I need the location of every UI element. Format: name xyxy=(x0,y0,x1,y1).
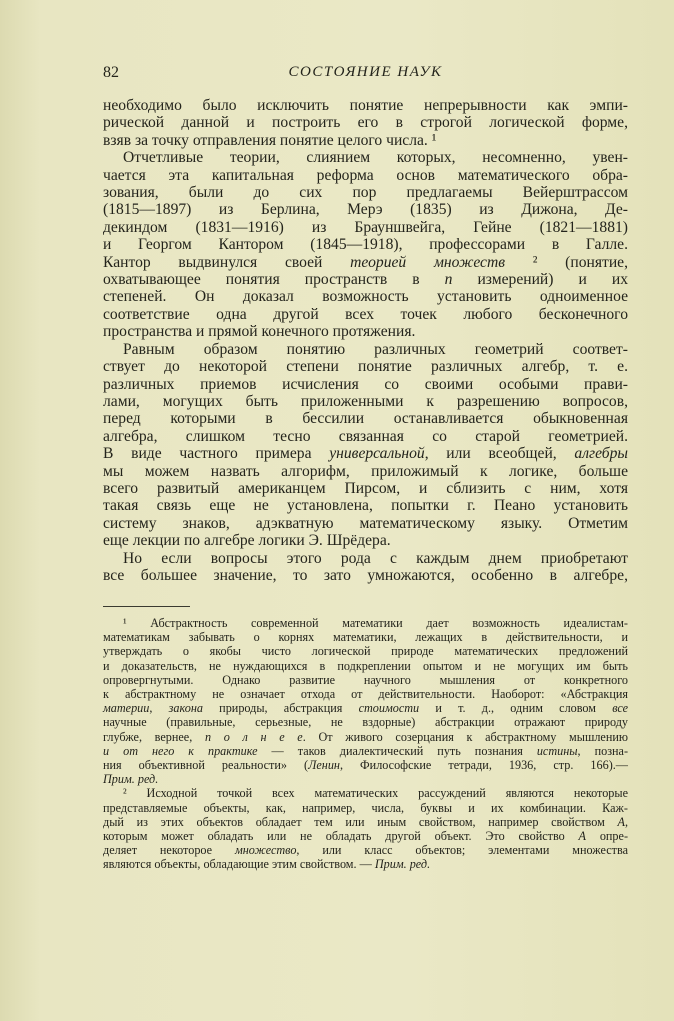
text-line xyxy=(103,97,628,114)
text-line xyxy=(103,410,628,427)
body-paragraph xyxy=(103,149,628,340)
footnote-paragraph xyxy=(103,786,628,871)
italic-run: n xyxy=(444,271,453,289)
text-line xyxy=(103,758,628,772)
text-line xyxy=(103,376,628,393)
text-line xyxy=(103,659,628,673)
text-line xyxy=(103,843,628,857)
text-line xyxy=(103,306,628,323)
text-run: , или класс объектов; элементами множества xyxy=(296,843,628,858)
italic-run: A xyxy=(617,814,625,829)
footnotes xyxy=(103,616,628,872)
text-run: всего развитый американцем Пирсом, и сблизить с ним, хотя xyxy=(103,479,628,497)
text-run: рической данной и построить его в строгой логической форме, xyxy=(103,114,628,132)
text-run: (1815—1897) из Берлина, Мерэ (1835) из Дижона, Де- xyxy=(103,201,628,219)
text-line xyxy=(103,480,628,497)
italic-run: универсальной xyxy=(329,445,425,463)
text-run: , позна- xyxy=(577,743,628,758)
page-header xyxy=(103,64,628,86)
text-line xyxy=(103,715,628,729)
text-run: декиндом (1831—1916) из Брауншвейга, Гейне (1821—1881) xyxy=(103,218,628,236)
text-line xyxy=(103,701,628,715)
text-line xyxy=(103,184,628,201)
text-run: Отчетливые теории, слиянием которых, несомненно, увен- xyxy=(123,149,628,167)
text-run: которым может обладать или не обладать другой объект. Это свойство xyxy=(103,829,579,844)
text-line xyxy=(103,393,628,410)
text-line xyxy=(103,167,628,184)
text-run: глубже, вернее, xyxy=(103,729,205,744)
text-run: утверждать о якобы чисто логической природе математических предложений xyxy=(103,644,628,659)
text-run: В виде частного примера xyxy=(103,445,330,463)
text-line xyxy=(103,428,628,445)
italic-run: материи xyxy=(103,701,150,716)
text-line xyxy=(103,341,628,358)
italic-run: все xyxy=(612,701,629,716)
text-line xyxy=(103,463,628,480)
text-run: перед которыми в бессилии останавливается обыкновенная xyxy=(103,410,628,428)
text-line xyxy=(103,630,628,644)
text-line xyxy=(103,132,628,149)
text-run: соответствие одна другой всех точек любого бесконечного xyxy=(103,305,628,323)
text-line xyxy=(103,497,628,514)
text-line xyxy=(103,644,628,658)
text-run: Но если вопросы этого рода с каждым днем приобретают xyxy=(123,549,628,567)
text-run: ¹ Абстрактность современной математики дает возможность идеалистам- xyxy=(123,616,628,630)
text-line xyxy=(103,857,628,871)
italic-run: и от него к практике xyxy=(103,743,258,758)
text-run: являются объекты, обладающие этим свойством. — xyxy=(103,857,375,872)
text-line xyxy=(103,829,628,843)
text-line xyxy=(103,532,628,549)
text-run: научные (правильные, серьезные, не вздорные) абстракции отражают природу xyxy=(103,715,628,730)
text-line xyxy=(103,687,628,701)
main-text xyxy=(103,97,628,584)
italic-run: стоимости xyxy=(358,701,420,716)
footnote-paragraph xyxy=(103,616,628,786)
text-run: еще лекции по алгебре логики Э. Шрёдера. xyxy=(103,532,391,550)
text-line xyxy=(103,786,628,800)
italic-run: алгебры xyxy=(574,445,628,463)
text-run: — таков диалектический путь познания xyxy=(257,743,537,758)
text-run: и доказательств, не нуждающихся в подкреплении опытом и не могущих им быть xyxy=(103,658,628,673)
text-run: природы, абстракция xyxy=(202,701,359,716)
text-run: . От живого созерцания к абстрактному мышлению xyxy=(302,729,628,744)
italic-run: закона xyxy=(168,701,203,716)
text-run: к абстрактному не означает отхода от действительности. Наоборот: «Абстракция xyxy=(103,687,628,702)
text-run: Равным образом понятию различных геометрий соответ- xyxy=(123,340,628,358)
text-run: пространства и прямой конечного протяжения. xyxy=(103,323,416,341)
text-line xyxy=(103,673,628,687)
text-line xyxy=(103,550,628,567)
text-run: ² (понятие, xyxy=(505,253,628,271)
running-title: СОСТОЯНИЕ НАУК xyxy=(288,64,443,80)
text-run: взяв за точку отправления понятие целого числа. ¹ xyxy=(103,131,437,149)
italic-run: Прим. ред. xyxy=(103,772,159,787)
body-paragraph xyxy=(103,341,628,550)
text-line xyxy=(103,254,628,271)
text-line xyxy=(103,149,628,166)
text-run: ² Исходной точкой всех математических рассуждений являются некоторые xyxy=(123,786,628,801)
text-run: , или всеобщей, xyxy=(424,445,575,463)
text-run: ствует до некоторой степени понятие различных алгебр, т. е. xyxy=(103,358,628,376)
text-run: лами, могущих быть приложенными к разрешению вопросов, xyxy=(103,392,628,410)
text-run: , Философские тетради, 1936, стр. 166).— xyxy=(339,758,628,773)
footnote-divider xyxy=(103,606,190,607)
text-line xyxy=(103,358,628,375)
text-run: , xyxy=(624,814,628,829)
text-run: мы можем назвать алгорифм, приложимый к логике, больше xyxy=(103,462,628,480)
text-line xyxy=(103,815,628,829)
text-run: необходимо было исключить понятие непрерывности как эмпи- xyxy=(103,97,628,114)
text-line xyxy=(103,744,628,758)
text-run: дый из этих объектов обладает тем или иным свойством, например свойством xyxy=(103,814,618,829)
text-line xyxy=(103,801,628,815)
italic-run: A xyxy=(578,829,586,844)
text-line xyxy=(103,730,628,744)
text-line xyxy=(103,772,628,786)
text-run: Кантор выдвинулся своей xyxy=(103,253,351,271)
text-run: математикам забывать о корнях математики, лежащих в действительности, и xyxy=(103,630,628,645)
text-run: степеней. Он доказал возможность установить одноименное xyxy=(103,288,628,306)
body-paragraph xyxy=(103,550,628,585)
text-run: измерений) и их xyxy=(452,271,628,289)
text-run: представляемые объекты, как, например, числа, буквы и их комбинации. Каж- xyxy=(103,800,628,815)
italic-run: п о л н е е xyxy=(204,729,303,744)
text-run: и Георгом Кантором (1845—1918), профессорами в Галле. xyxy=(103,236,628,254)
text-run: деляет некоторое xyxy=(103,843,235,858)
italic-run: множество xyxy=(234,843,297,858)
text-run: опре- xyxy=(586,829,628,844)
text-line xyxy=(103,219,628,236)
text-run: такая связь еще не установлена, попытки г. Пеано установить xyxy=(103,497,628,515)
text-run: различных приемов исчисления со своими особыми прави- xyxy=(103,375,628,393)
text-line xyxy=(103,323,628,340)
text-run: , xyxy=(149,701,169,716)
text-run: ния объективной реальности» ( xyxy=(103,758,309,773)
text-line xyxy=(103,515,628,532)
text-line xyxy=(103,445,628,462)
text-run: чается эта капитальная реформа основ математического обра- xyxy=(103,166,628,184)
body-paragraph xyxy=(103,97,628,149)
text-line xyxy=(103,271,628,288)
italic-run: Ленин xyxy=(308,758,340,773)
text-run: опровергнутыми. Однако развитие научного мышления от конкретного xyxy=(103,672,628,687)
text-run: систему знаков, адэкватную математическому языку. Отметим xyxy=(103,514,628,532)
text-run: алгебра, слишком тесно связанная со старой геометрией. xyxy=(103,427,628,445)
italic-run: Прим. ред. xyxy=(374,857,431,872)
italic-run: истины xyxy=(536,743,578,758)
page-number: 82 xyxy=(103,64,119,81)
text-run: зования, были до сих пор предлагаемы Вейерштрассом xyxy=(103,184,628,202)
text-run: охватывающее понятия пространств в xyxy=(103,271,445,289)
text-line xyxy=(103,114,628,131)
text-run: все большее значение, то зато умножаются, особенно в алгебре, xyxy=(103,566,628,584)
text-line xyxy=(103,567,628,584)
text-line xyxy=(103,201,628,218)
text-line xyxy=(103,616,628,630)
text-line xyxy=(103,236,628,253)
italic-run: теорией множеств xyxy=(350,253,506,271)
text-run: и т. д., одним словом xyxy=(419,701,613,716)
text-line xyxy=(103,288,628,305)
